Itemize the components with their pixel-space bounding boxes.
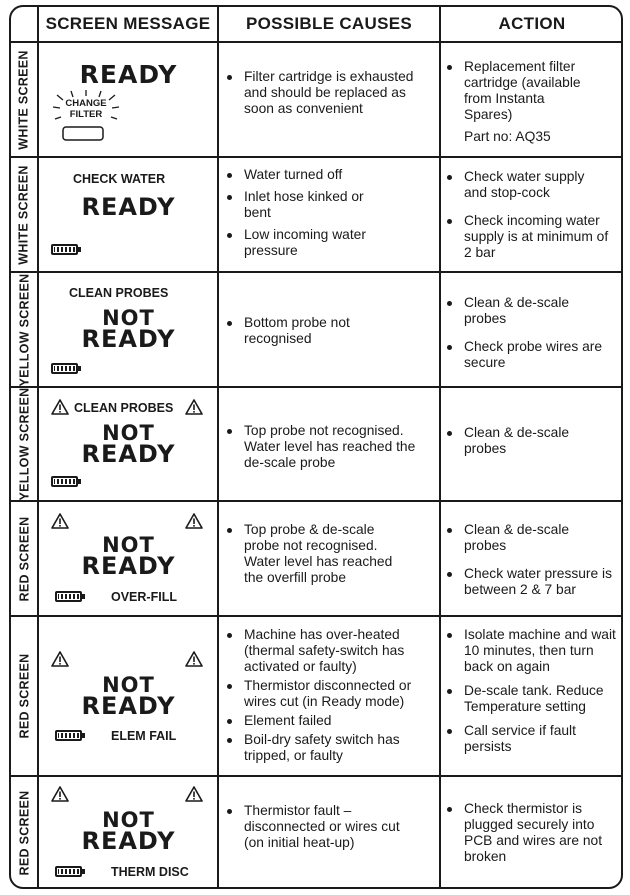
- warning-icon: [51, 399, 69, 415]
- warning-icon: [185, 651, 203, 667]
- warning-icon: [51, 651, 69, 667]
- display-main-text: NOT: [102, 673, 155, 697]
- screen-colour-label: WHITE SCREEN: [17, 49, 31, 150]
- battery-icon: [51, 244, 78, 255]
- display-main-text: READY: [81, 827, 176, 855]
- action-item: Replacement filter cartridge (available from Instanta Spares): [445, 59, 596, 123]
- display-check-water-ready: [39, 158, 218, 271]
- action-item: Clean & de-scale probes: [445, 425, 582, 457]
- action-item: Check water supply and stop-cock: [445, 169, 604, 201]
- warning-icon: [185, 786, 203, 802]
- cause-item: Thermistor disconnected or wires cut (in Ready mode): [225, 678, 437, 710]
- actions-cell: [445, 169, 617, 267]
- warning-icon: [185, 513, 203, 529]
- battery-icon: [51, 476, 78, 487]
- display-bottom-text: THERM DISC: [111, 865, 189, 879]
- display-main-text: READY: [79, 60, 178, 89]
- cause-item: Low incoming water pressure: [225, 227, 374, 259]
- display-clean-probes-warning-not-ready: [39, 388, 218, 500]
- actions-cell: [445, 801, 617, 871]
- battery-icon: [55, 730, 82, 741]
- screen-colour-label: YELLOW SCREEN: [17, 273, 31, 386]
- warning-icon: [185, 399, 203, 415]
- cause-item: Inlet hose kinked or bent: [225, 189, 364, 221]
- display-over-fill-not-ready: [39, 502, 218, 615]
- cause-item: Top probe not recognised. Water level has reached the de-scale probe: [225, 423, 432, 471]
- display-main-text: READY: [81, 552, 176, 580]
- action-item: Check thermistor is plugged securely into PCB and wires are not broken: [445, 801, 619, 865]
- action-item: Clean & de-scale probes: [445, 522, 582, 554]
- display-top-text: CLEAN PROBES: [74, 401, 174, 415]
- cause-item: Top probe & de-scale probe not recognised. Water level has reached the overfill probe: [225, 522, 404, 586]
- battery-icon: [51, 363, 78, 374]
- display-main-text: NOT: [102, 808, 155, 832]
- header-screen-message: SCREEN MESSAGE: [45, 14, 211, 33]
- cause-item: Boil-dry safety switch has tripped, or faulty: [225, 732, 437, 764]
- cause-item: Machine has over-heated (thermal safety-switch has activated or faulty): [225, 627, 437, 675]
- cause-item: Filter cartridge is exhausted and should be replaced as soon as convenient: [225, 69, 435, 117]
- screen-colour-label: WHITE SCREEN: [17, 164, 31, 265]
- causes-cell: [225, 167, 435, 265]
- action-item: Clean & de-scale probes: [445, 295, 582, 327]
- cause-item: Thermistor fault – disconnected or wires cut (on initial heat-up): [225, 803, 422, 851]
- display-main-text: READY: [81, 325, 176, 353]
- screen-colour-label: YELLOW SCREEN: [17, 387, 31, 501]
- svg-text:FILTER: FILTER: [69, 109, 103, 120]
- display-main-text: READY: [81, 193, 176, 221]
- display-top-text: CLEAN PROBES: [69, 286, 169, 300]
- display-top-text: CHECK WATER: [73, 172, 166, 186]
- screen-colour-label: RED SCREEN: [17, 653, 31, 739]
- header-action: ACTION: [498, 14, 566, 33]
- display-therm-disc-not-ready: [39, 777, 218, 889]
- divider: [439, 7, 441, 887]
- display-bottom-text: OVER-FILL: [111, 590, 177, 604]
- display-clean-probes-not-ready: [39, 273, 218, 386]
- warning-icon: [51, 513, 69, 529]
- display-main-text: NOT: [102, 306, 155, 330]
- actions-cell: [445, 522, 617, 604]
- cause-item: Element failed: [225, 713, 437, 729]
- battery-icon: [55, 866, 82, 877]
- display-main-text: NOT: [102, 533, 155, 557]
- action-item: Check water pressure is between 2 & 7 bar: [445, 566, 623, 598]
- action-item: Call service if fault persists: [445, 723, 594, 755]
- warning-icon: [51, 786, 69, 802]
- change-filter-icon: [51, 89, 121, 149]
- causes-cell: [225, 423, 435, 477]
- header-possible-causes: POSSIBLE CAUSES: [245, 14, 413, 33]
- cause-item: Bottom probe not recognised: [225, 315, 384, 347]
- action-item: De-scale tank. Reduce Temperature setting: [445, 683, 614, 715]
- causes-cell: [225, 522, 435, 592]
- screen-colour-label: RED SCREEN: [17, 790, 31, 876]
- actions-cell: [445, 59, 617, 145]
- causes-cell: [225, 627, 437, 770]
- actions-cell: [445, 425, 617, 463]
- action-item: Check incoming water supply is at minimum of 2 bar: [445, 213, 614, 261]
- screen-colour-label: RED SCREEN: [17, 516, 31, 601]
- part-number: Part no: AQ35: [464, 129, 551, 144]
- actions-cell: [445, 295, 617, 377]
- display-ready-change-filter: [39, 43, 218, 156]
- display-main-text: READY: [81, 440, 176, 468]
- svg-text:CHANGE: CHANGE: [65, 98, 107, 109]
- causes-cell: [225, 803, 435, 857]
- causes-cell: [225, 315, 435, 353]
- display-bottom-text: ELEM FAIL: [111, 729, 177, 743]
- cause-item: Water turned off: [225, 167, 435, 183]
- battery-icon: [55, 591, 82, 602]
- causes-cell: [225, 69, 435, 123]
- display-main-text: READY: [81, 692, 176, 720]
- action-item: Check probe wires are secure: [445, 339, 619, 371]
- display-main-text: NOT: [102, 421, 155, 445]
- display-elem-fail-not-ready: [39, 617, 218, 775]
- troubleshooting-table: [9, 5, 623, 889]
- actions-cell: [445, 627, 617, 761]
- action-item: Isolate machine and wait 10 minutes, then turn back on again: [445, 627, 619, 675]
